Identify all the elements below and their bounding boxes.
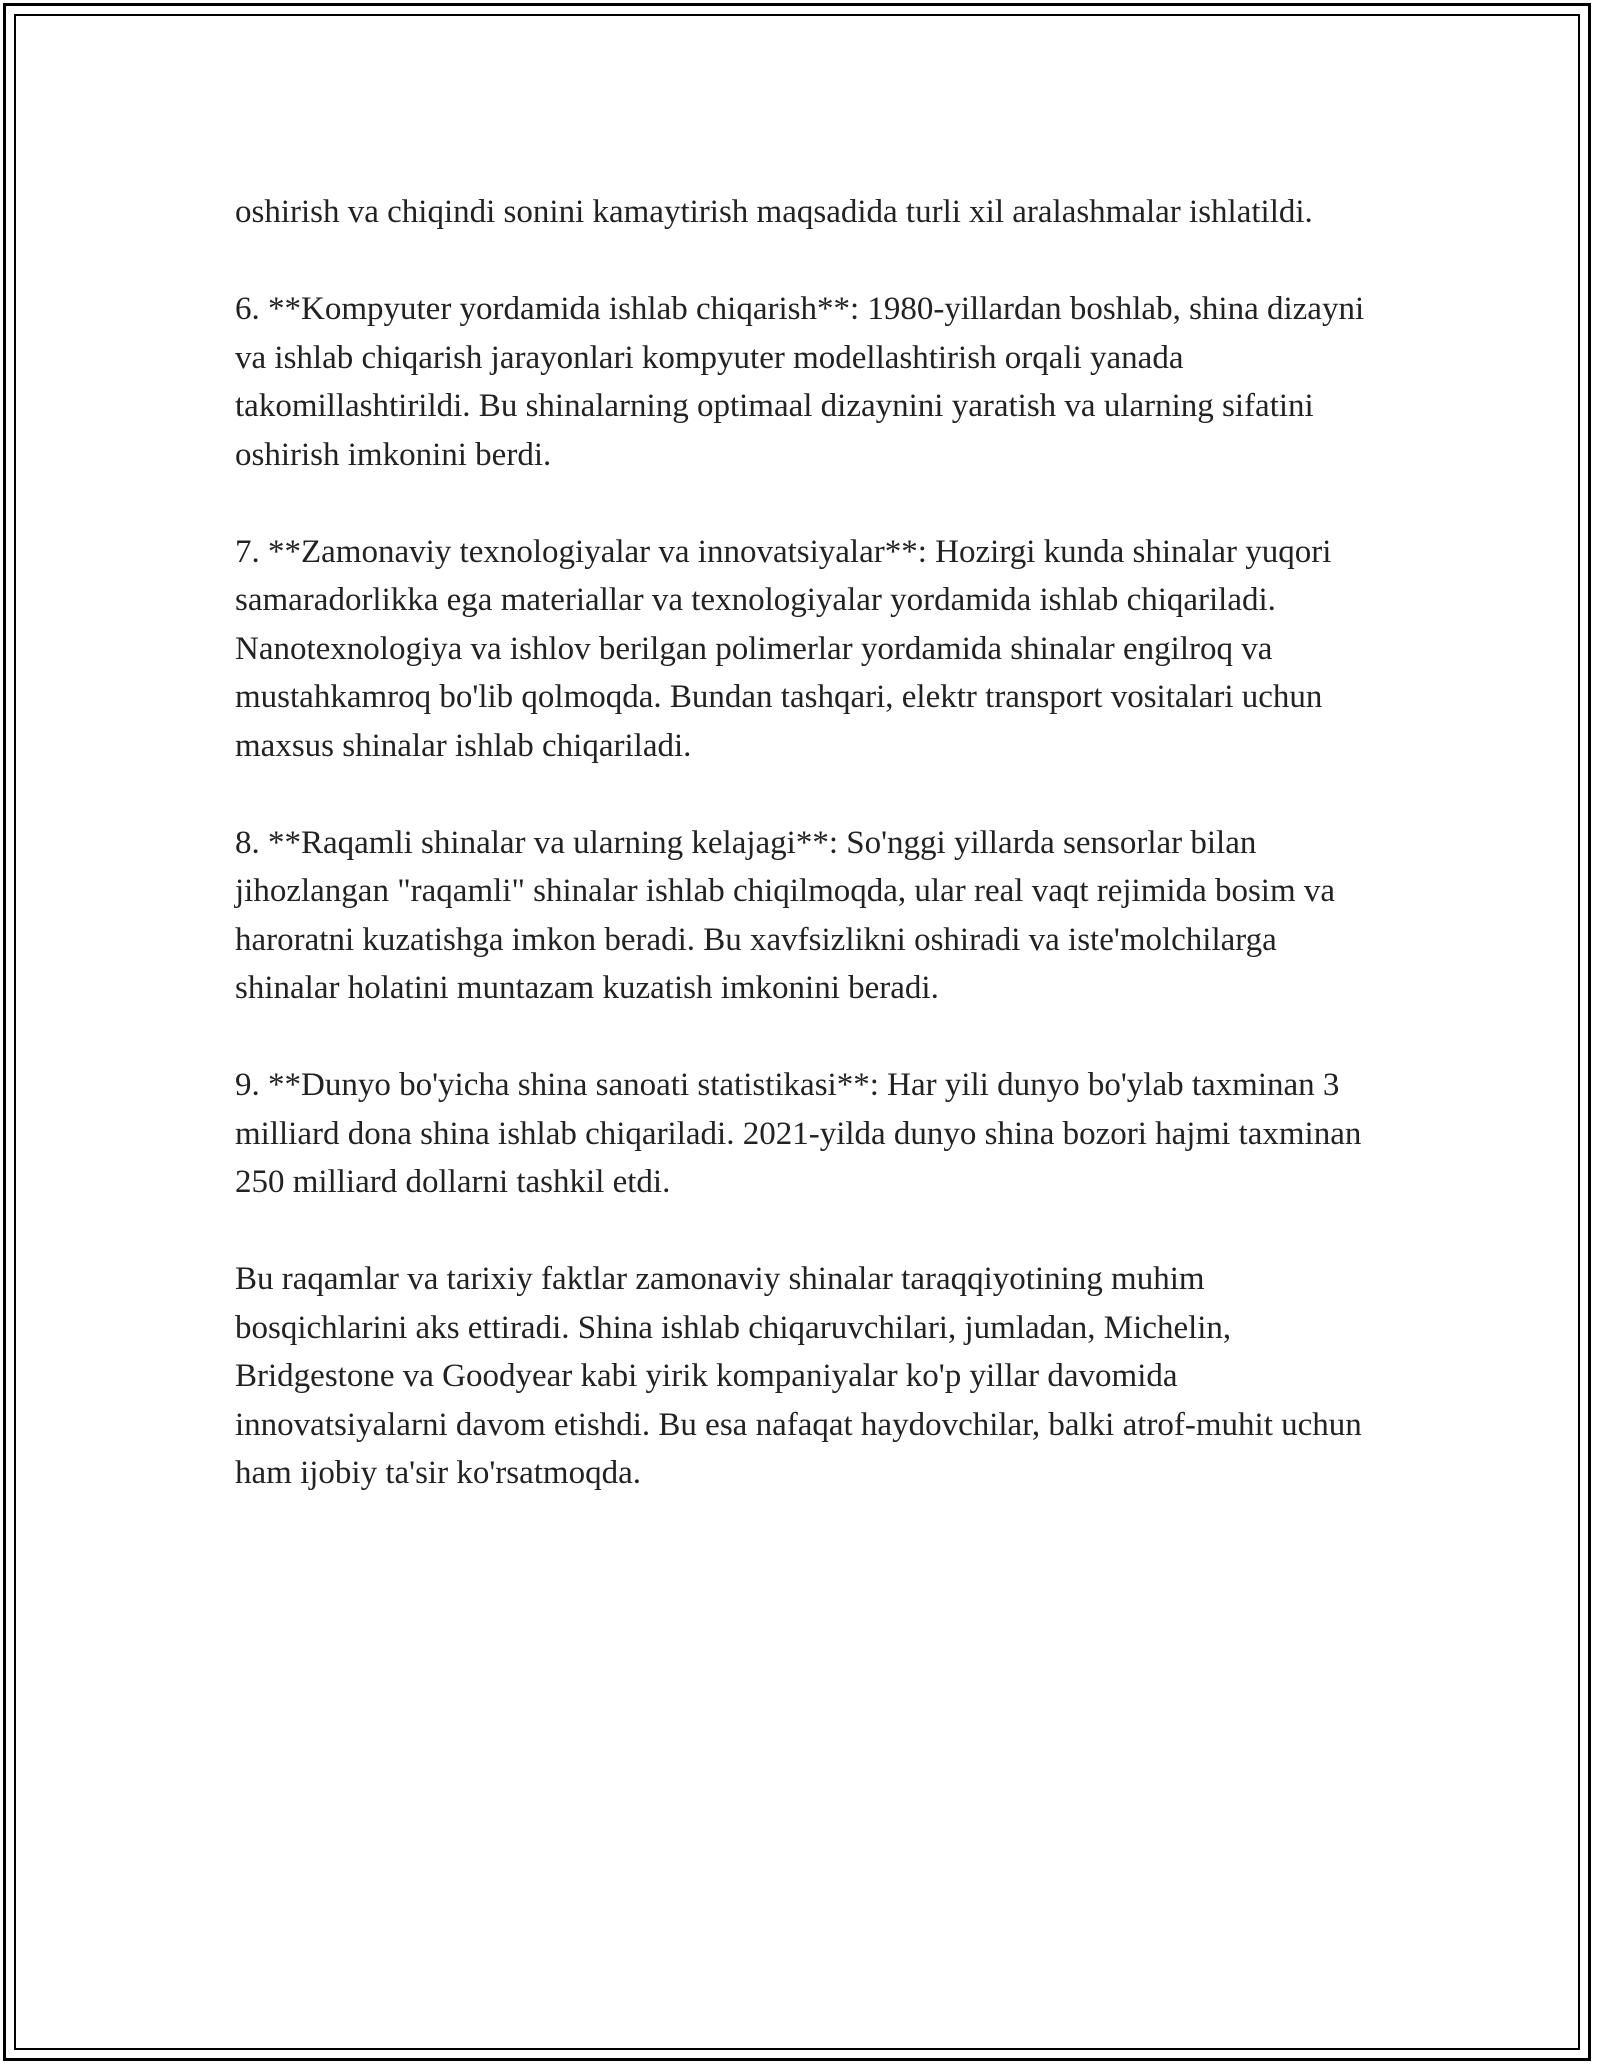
paragraph-item-8: 8. **Raqamli shinalar va ularning kelajagi**: So'nggi yillarda sensorlar bilan jihozlangan "raqamli" shinalar ishlab chiqilmoqda, ular real vaqt rejimida bosim va haroratni kuzatishga imkon beradi. Bu xavfsizlikni oshiradi va iste'molchilarga shinalar holatini muntazam kuzatish imkonini beradi.	[235, 824, 1336, 1006]
paragraph-conclusion: Bu raqamlar va tarixiy faktlar zamonaviy shinalar taraqqiyotining muhim bosqichlarini aks ettiradi. Shina ishlab chiqaruvchilari, jumladan, Michelin, Bridgestone va Goodyear kabi yirik kompaniyalar ko'p yillar davomida innovatsiyalarni davom etishdi. Bu esa nafaqat haydovchilar, balki atrof-muhit uchun ham ijobiy ta'sir ko'rsatmoqda.	[235, 1261, 1362, 1491]
paragraph-item-7: 7. **Zamonaviy texnologiyalar va innovatsiyalar**: Hozirgi kunda shinalar yuqori samaradorlikka ega materiallar va texnologiyalar yordamida ishlab chiqariladi. Nanotexnologiya va ishlov berilgan polimerlar yordamida shinalar engilroq va mustahkamroq bo'lib qolmoqda. Bundan tashqari, elektr transport vositalari uchun maxsus shinalar ishlab chiqariladi.	[235, 533, 1332, 764]
paragraph-item-9: 9. **Dunyo bo'yicha shina sanoati statistikasi**: Har yili dunyo bo'ylab taxminan 3 milliard dona shina ishlab chiqariladi. 2021-yilda dunyo shina bozori hajmi taxminan 250 milliard dollarni tashkil etdi.	[235, 1067, 1362, 1200]
document-body	[235, 188, 1365, 1498]
paragraph-continuation: oshirish va chiqindi sonini kamaytirish maqsadida turli xil aralashmalar ishlatildi.	[235, 194, 1313, 230]
paragraph-item-6: 6. **Kompyuter yordamida ishlab chiqarish**: 1980-yillardan boshlab, shina dizayni va ishlab chiqarish jarayonlari kompyuter modellashtirish orqali yanada takomillashtirildi. Bu shinalarning optimaal dizaynini yaratish va ularning sifatini oshirish imkonini berdi.	[235, 291, 1365, 473]
